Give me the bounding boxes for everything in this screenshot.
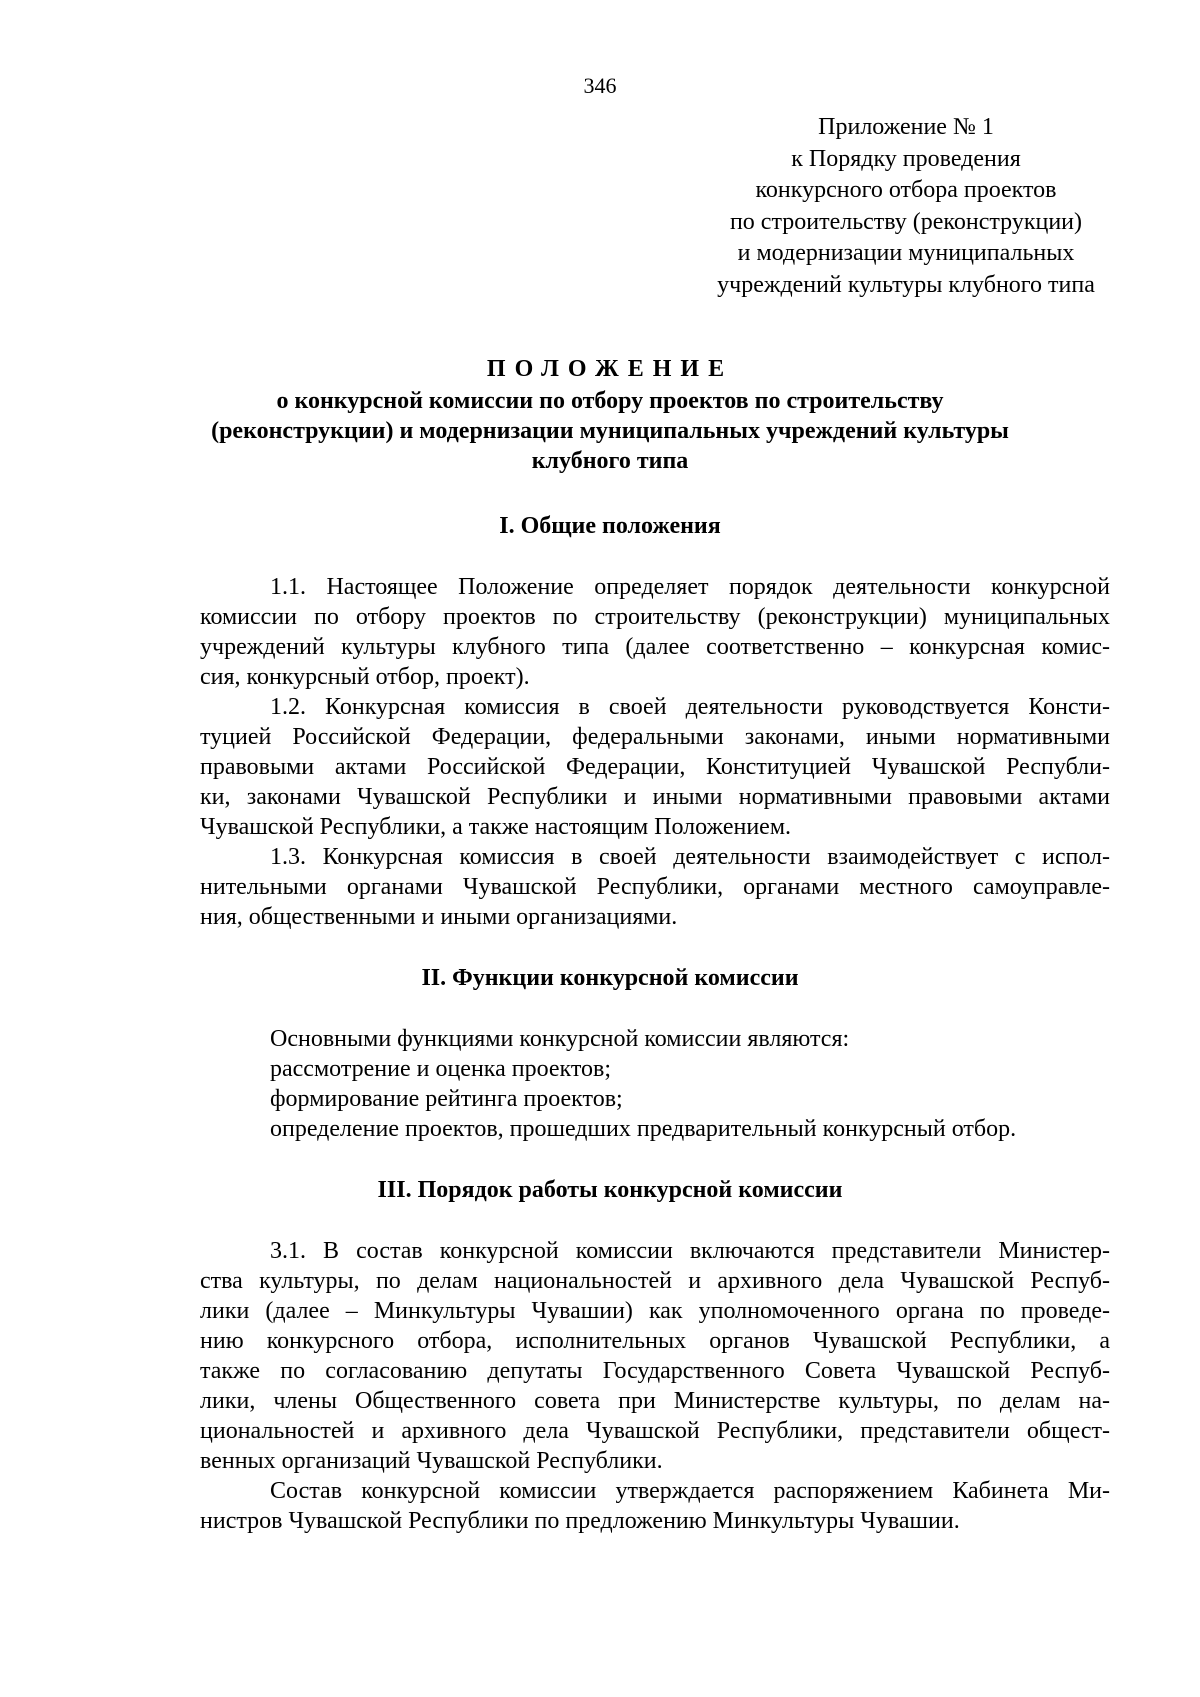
paragraph-1-2 — [200, 692, 1110, 842]
paragraph-line: 3.1. В состав конкурсной комиссии включаются представители Министер- — [270, 1238, 1110, 1264]
paragraph-line: лики (далее – Минкультуры Чувашии) как уполномоченного органа по проведе- — [200, 1298, 1110, 1324]
paragraph-line: лики, члены Общественного совета при Министерстве культуры, по делам на- — [200, 1388, 1110, 1414]
paragraph-line: правовыми актами Российской Федерации, Конституцией Чувашской Республи- — [200, 754, 1110, 780]
paragraph-1-3 — [200, 842, 1110, 932]
title-subtitle-line: клубного типа — [531, 448, 689, 474]
paragraph-3-1 — [200, 1236, 1110, 1476]
paragraph-line: нительными органами Чувашской Республики, органами местного самоуправле- — [200, 874, 1110, 900]
appendix-reference — [676, 112, 1136, 301]
title-subtitle-line: о конкурсной комиссии по отбору проектов по строительству — [276, 388, 944, 414]
functions-list — [270, 1024, 1130, 1144]
paragraph-line: ства культуры, по делам национальностей и архивного дела Чувашской Респуб- — [200, 1268, 1110, 1294]
list-item: рассмотрение и оценка проектов; — [270, 1056, 612, 1082]
appendix-line: учреждений культуры клубного типа — [717, 271, 1095, 298]
paragraph-line: Состав конкурсной комиссии утверждается распоряжением Кабинета Ми- — [270, 1478, 1110, 1504]
paragraph-line: туцией Российской Федерации, федеральными законами, иными нормативными — [200, 724, 1110, 750]
paragraph-line: также по согласованию депутаты Государственного Совета Чувашской Респуб- — [200, 1358, 1110, 1384]
paragraph-line: нию конкурсного отбора, исполнительных органов Чувашской Республики, а — [200, 1328, 1110, 1354]
paragraph-line: сия, конкурсный отбор, проект). — [200, 664, 530, 690]
section-3-heading: III. Порядок работы конкурсной комиссии — [377, 1177, 843, 1203]
appendix-line: конкурсного отбора проектов — [755, 177, 1057, 203]
functions-intro: Основными функциями конкурсной комиссии являются: — [270, 1026, 850, 1052]
appendix-line: Приложение № 1 — [818, 114, 994, 140]
paragraph-line: учреждений культуры клубного типа (далее соответственно – конкурсная комис- — [200, 634, 1110, 660]
paragraph-line: нистров Чувашской Республики по предложению Минкультуры Чувашии. — [200, 1508, 960, 1534]
paragraph-line: 1.1. Настоящее Положение определяет порядок деятельности конкурсной — [270, 574, 1110, 600]
paragraph-1-1 — [200, 572, 1110, 692]
list-item: определение проектов, прошедших предварительный конкурсный отбор. — [270, 1116, 1017, 1142]
document-title — [180, 354, 1040, 476]
paragraph-line: комиссии по отбору проектов по строительству (реконструкции) муниципальных — [200, 604, 1110, 630]
appendix-line: по строительству (реконструкции) — [729, 208, 1083, 235]
page-number: 346 — [583, 73, 617, 98]
paragraph-line: ния, общественными и иными организациями. — [200, 904, 678, 930]
paragraph-line: венных организаций Чувашской Республики. — [200, 1448, 663, 1474]
paragraph-3-2 — [200, 1476, 1110, 1536]
list-item: формирование рейтинга проектов; — [270, 1086, 623, 1112]
appendix-line: к Порядку проведения — [791, 145, 1021, 172]
paragraph-line: 1.2. Конкурсная комиссия в своей деятельности руководствуется Консти- — [270, 694, 1110, 720]
title-main: ПОЛОЖЕНИЕ — [486, 356, 734, 382]
paragraph-line: Чувашской Республики, а также настоящим Положением. — [200, 814, 791, 840]
appendix-line: и модернизации муниципальных — [737, 240, 1075, 266]
paragraph-line: 1.3. Конкурсная комиссия в своей деятельности взаимодействует с испол- — [270, 844, 1110, 870]
paragraph-line: циональностей и архивного дела Чувашской Республики, представители общест- — [200, 1418, 1110, 1444]
paragraph-line: ки, законами Чувашской Республики и иными нормативными правовыми актами — [200, 784, 1110, 810]
title-subtitle-line: (реконструкции) и модернизации муниципальных учреждений культуры — [211, 418, 1009, 444]
section-2-heading: II. Функции конкурсной комиссии — [421, 965, 799, 991]
section-1-heading: I. Общие положения — [499, 513, 721, 539]
